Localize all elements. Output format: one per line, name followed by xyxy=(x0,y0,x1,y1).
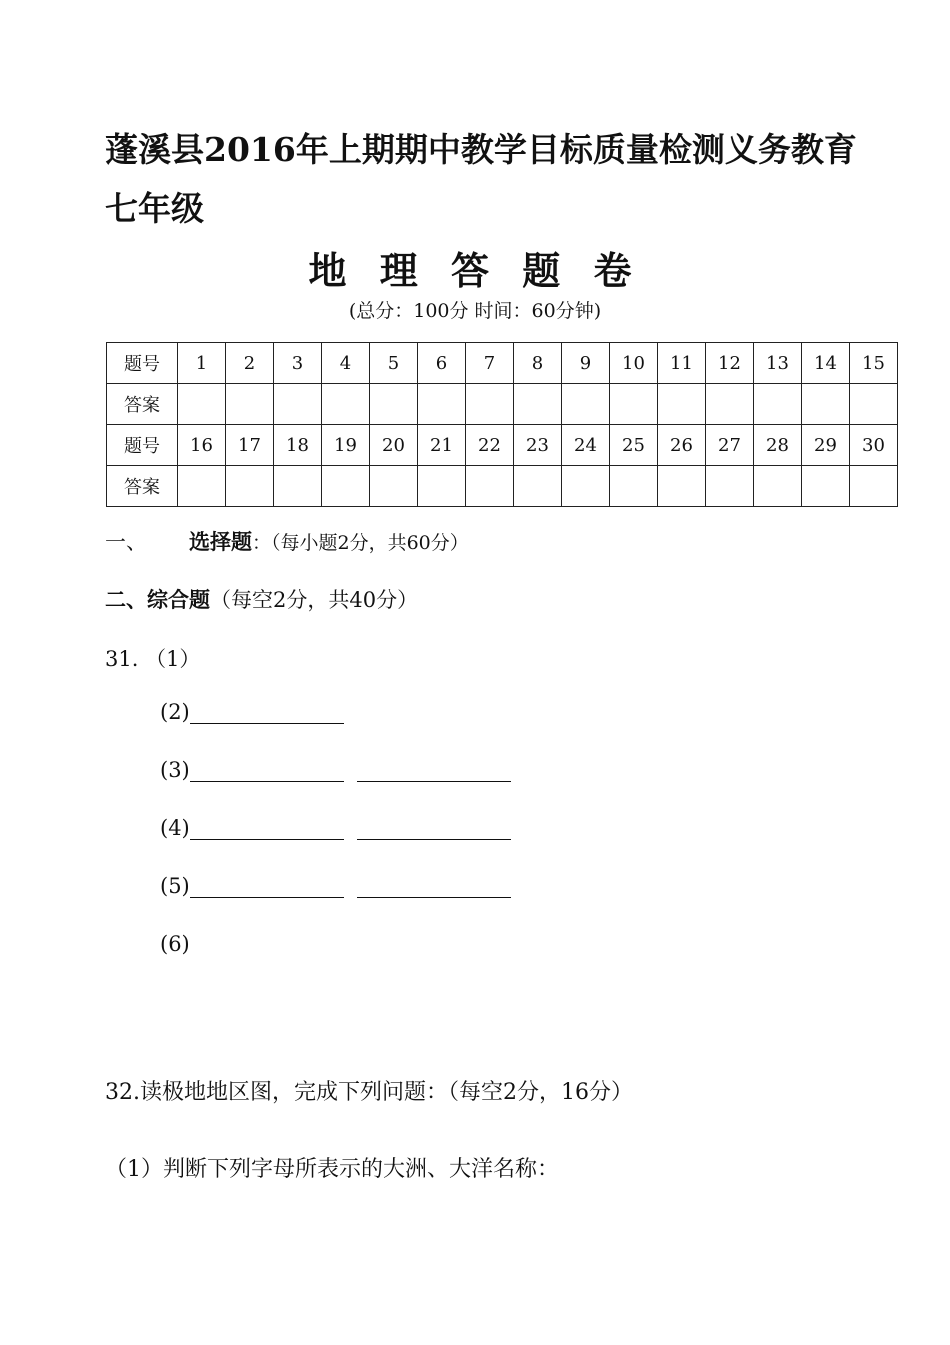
answer-cell[interactable] xyxy=(802,466,850,507)
answer-blank[interactable] xyxy=(357,875,511,898)
section-2-heading xyxy=(105,584,418,614)
answer-cell[interactable] xyxy=(370,466,418,507)
answer-cell[interactable] xyxy=(658,384,706,425)
question-number: 10 xyxy=(610,343,658,384)
table-row-numbers-1 xyxy=(107,343,898,384)
question-number: 12 xyxy=(706,343,754,384)
section-1-prefix: 一、 xyxy=(105,530,147,554)
answer-cell[interactable] xyxy=(754,384,802,425)
question-number: 15 xyxy=(850,343,898,384)
answer-blank[interactable] xyxy=(190,875,344,898)
question-31-label: 31. （1） xyxy=(105,647,201,671)
answer-cell[interactable] xyxy=(274,466,322,507)
exam-title-line1: 蓬溪县2016年上期期中教学目标质量检测义务教育 xyxy=(105,130,857,169)
answer-blank[interactable] xyxy=(357,759,511,782)
sub-label: (3) xyxy=(160,758,190,782)
q31-sub-4 xyxy=(160,816,511,840)
answer-cell[interactable] xyxy=(274,384,322,425)
answer-cell[interactable] xyxy=(754,466,802,507)
answer-cell[interactable] xyxy=(418,384,466,425)
question-number: 22 xyxy=(466,425,514,466)
answer-cell[interactable] xyxy=(418,466,466,507)
q31-sub-5 xyxy=(160,874,511,898)
q31-sub-3 xyxy=(160,758,511,782)
answer-blank[interactable] xyxy=(190,701,344,724)
answer-cell[interactable] xyxy=(610,384,658,425)
score-info: (总分：100分 时间：60分钟) xyxy=(348,300,602,322)
question-number: 6 xyxy=(418,343,466,384)
table-row-numbers-2 xyxy=(107,425,898,466)
sub-label: (5) xyxy=(160,874,190,898)
question-number: 8 xyxy=(514,343,562,384)
answer-cell[interactable] xyxy=(562,384,610,425)
section-1-title: 选择题 xyxy=(189,529,252,554)
question-number: 16 xyxy=(178,425,226,466)
answer-blank[interactable] xyxy=(190,817,344,840)
answer-cell[interactable] xyxy=(322,466,370,507)
section-2-note: （每空2分，共40分） xyxy=(210,588,419,612)
answer-cell[interactable] xyxy=(658,466,706,507)
answer-cell[interactable] xyxy=(850,384,898,425)
q31-sub-6 xyxy=(160,932,190,956)
question-number: 24 xyxy=(562,425,610,466)
answer-cell[interactable] xyxy=(466,466,514,507)
question-number: 20 xyxy=(370,425,418,466)
answer-cell[interactable] xyxy=(610,466,658,507)
section-1-note: ：（每小题2分，共60分） xyxy=(252,532,469,554)
answer-cell[interactable] xyxy=(562,466,610,507)
answer-cell[interactable] xyxy=(802,384,850,425)
row-label: 答案 xyxy=(107,466,178,507)
question-32-label: 32.读极地地区图，完成下列问题：（每空2分，16分） xyxy=(105,1080,633,1105)
row-label: 题号 xyxy=(107,425,178,466)
question-number: 28 xyxy=(754,425,802,466)
question-number: 3 xyxy=(274,343,322,384)
answer-cell[interactable] xyxy=(226,384,274,425)
answer-blank[interactable] xyxy=(357,817,511,840)
answer-cell[interactable] xyxy=(514,466,562,507)
question-number: 5 xyxy=(370,343,418,384)
table-row-answers-2 xyxy=(107,466,898,507)
answer-cell[interactable] xyxy=(706,384,754,425)
question-number: 26 xyxy=(658,425,706,466)
question-number: 4 xyxy=(322,343,370,384)
question-number: 7 xyxy=(466,343,514,384)
question-number: 23 xyxy=(514,425,562,466)
sub-label: (2) xyxy=(160,700,190,724)
section-1-heading xyxy=(105,526,469,556)
answer-cell[interactable] xyxy=(178,384,226,425)
answer-table xyxy=(106,342,898,507)
exam-title-line2: 七年级 xyxy=(105,189,204,228)
answer-cell[interactable] xyxy=(514,384,562,425)
row-label: 答案 xyxy=(107,384,178,425)
section-2-title: 二、综合题 xyxy=(105,587,210,612)
question-number: 27 xyxy=(706,425,754,466)
question-number: 13 xyxy=(754,343,802,384)
answer-cell[interactable] xyxy=(850,466,898,507)
answer-cell[interactable] xyxy=(322,384,370,425)
question-number: 19 xyxy=(322,425,370,466)
sub-label: (4) xyxy=(160,816,190,840)
answer-blank[interactable] xyxy=(190,759,344,782)
question-number: 14 xyxy=(802,343,850,384)
question-32-part-1: （1）判断下列字母所表示的大洲、大洋名称： xyxy=(105,1157,559,1182)
question-number: 9 xyxy=(562,343,610,384)
question-number: 25 xyxy=(610,425,658,466)
question-number: 18 xyxy=(274,425,322,466)
question-number: 17 xyxy=(226,425,274,466)
sub-label: (6) xyxy=(160,932,190,956)
question-number: 11 xyxy=(658,343,706,384)
answer-cell[interactable] xyxy=(706,466,754,507)
row-label: 题号 xyxy=(107,343,178,384)
subject-title: 地 理 答 题 卷 xyxy=(308,248,642,293)
question-number: 1 xyxy=(178,343,226,384)
answer-cell[interactable] xyxy=(466,384,514,425)
question-number: 29 xyxy=(802,425,850,466)
question-number: 21 xyxy=(418,425,466,466)
q31-sub-2 xyxy=(160,700,344,724)
answer-cell[interactable] xyxy=(178,466,226,507)
answer-cell[interactable] xyxy=(370,384,418,425)
table-row-answers-1 xyxy=(107,384,898,425)
answer-cell[interactable] xyxy=(226,466,274,507)
question-number: 30 xyxy=(850,425,898,466)
question-number: 2 xyxy=(226,343,274,384)
